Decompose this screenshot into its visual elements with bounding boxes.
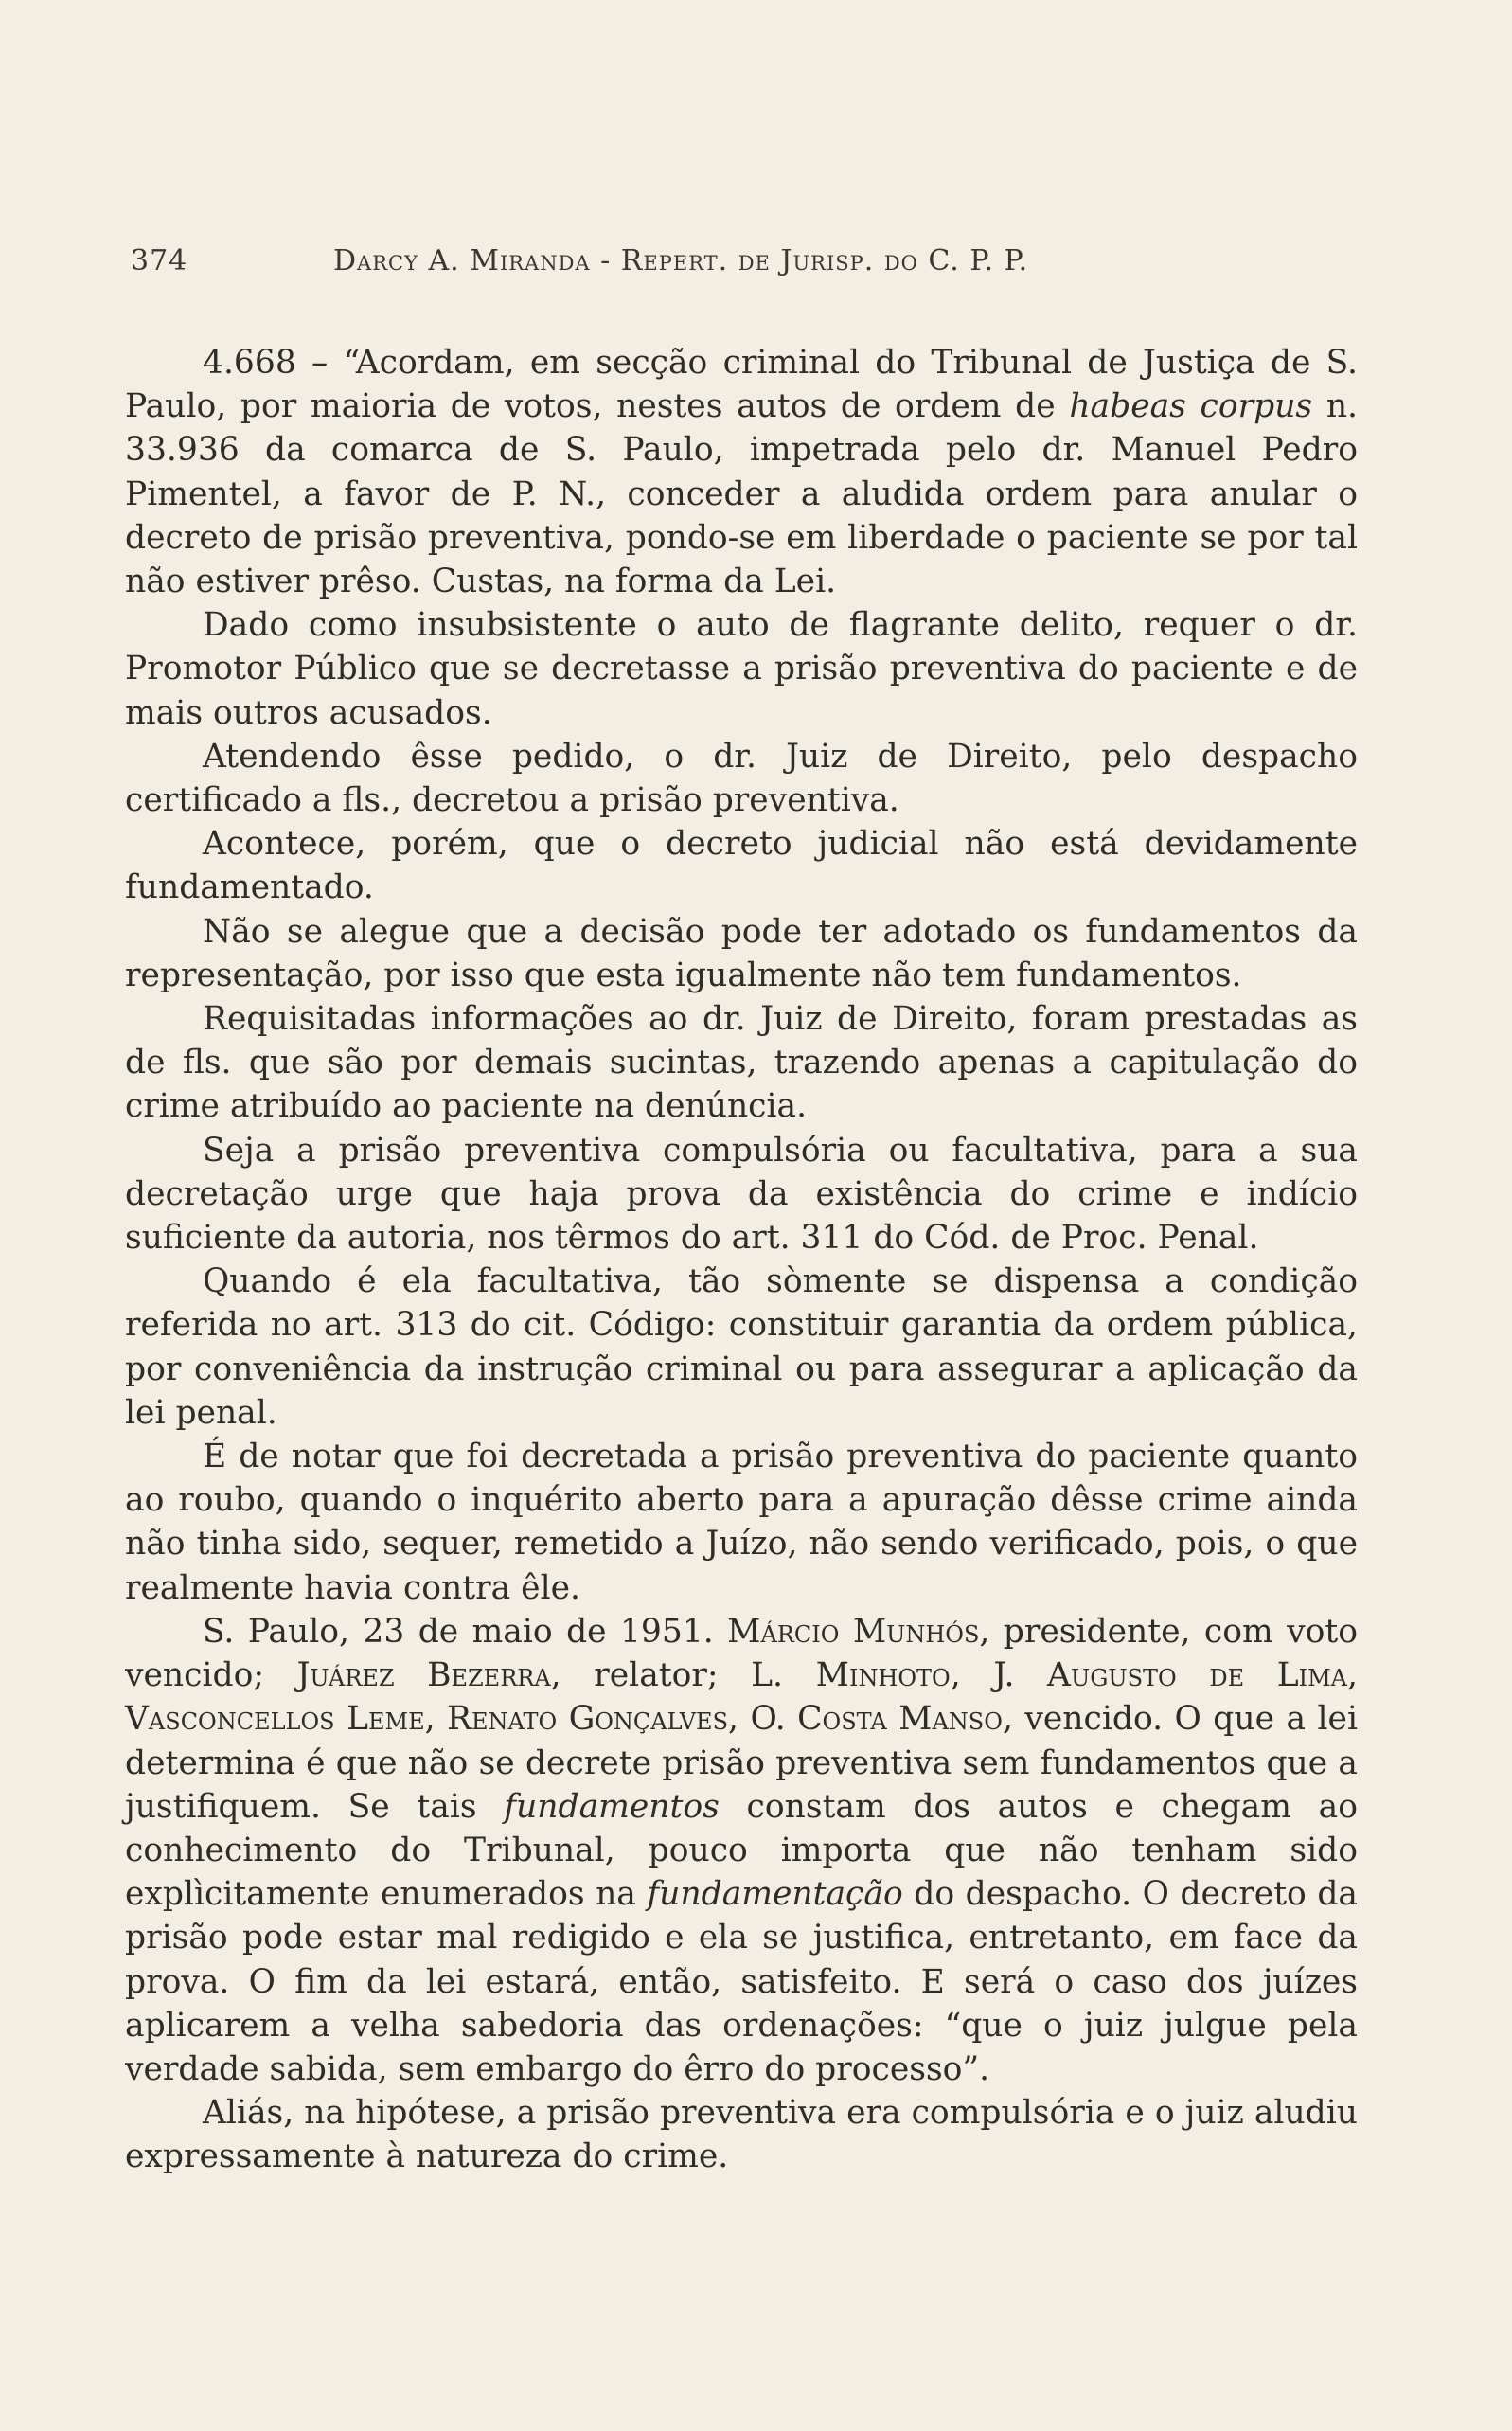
- body-text: [125, 341, 1358, 2179]
- paragraph: Dado como insubsistente o auto de flagrante delito, requer o dr. Promotor Público que se decretasse a prisão preventiva do paciente e de mais outros acusados.: [125, 606, 1358, 732]
- date-line: S. Paulo, 23 de maio de 1951.: [203, 1612, 714, 1651]
- paragraph: Não se alegue que a decisão pode ter adotado os fundamentos da representação, por isso que esta igualmente não tem fundamentos.: [125, 912, 1358, 994]
- paragraph: Requisitadas informações ao dr. Juiz de Direito, foram prestadas as de fls. que são por demais sucintas, trazendo apenas a capitulação do crime atribuído ao paciente na denúncia.: [125, 1000, 1358, 1126]
- paragraph-acordam: 4.668 – “Acordam, em secção criminal do Tribunal de Justiça de S. Paulo, por maioria de votos, nestes autos de ordem de habeas corpus n. 33.936 da comarca de S. Paulo, impetrada pelo dr. Manuel Pedro Pimentel, a favor de P. N., conceder a aludida ordem para anular o decreto de prisão preventiva, pondo-se em liberdade o paciente se por tal não estiver prêso. Custas, na forma da Lei.: [125, 344, 1358, 601]
- page-number: 374: [131, 244, 188, 277]
- running-head: Darcy A. Miranda - Repert. de Jurisp. do C. P. P.: [333, 244, 1029, 277]
- paragraph: Quando é ela facultativa, tão sòmente se dispensa a condição referida no art. 313 do cit. Código: constituir garantia da ordem pública, por conveniência da instrução criminal ou para assegurar a aplicação da lei penal.: [125, 1262, 1358, 1432]
- paragraph: Acontece, porém, que o decreto judicial não está devidamente fundamentado.: [125, 825, 1358, 907]
- judge-names: L. Minhoto, J. Augusto de Lima, Vasconcellos Leme, Renato Gonçalves, O. Costa Manso: [125, 1656, 1358, 1739]
- italic-term: fundamentos: [504, 1787, 720, 1826]
- judge-name: Juárez Bezerra: [296, 1656, 551, 1695]
- judge-name: Márcio Munhós: [727, 1612, 980, 1651]
- page-header: [123, 244, 1354, 286]
- paragraph: Seja a prisão preventiva compulsória ou facultativa, para a sua decretação urge que haja prova da existência do crime e indício suficiente da autoria, nos têrmos do art. 311 do Cód. de Proc. Penal.: [125, 1131, 1358, 1258]
- paragraph: Aliás, na hipótese, a prisão preventiva era compulsória e o juiz aludiu expressamente à natureza do crime.: [125, 2094, 1358, 2176]
- paragraph-signatures: S. Paulo, 23 de maio de 1951. Márcio Munhós, presidente, com voto vencido; Juárez Bezerra, relator; L. Minhoto, J. Augusto de Lima, Vasconcellos Leme, Renato Gonçalves, O. Costa Manso, vencido. O que a lei determina é que não se decrete prisão preventiva sem fundamentos que a justifiquem. Se tais fundamentos constam dos autos e chegam ao conhecimento do Tribunal, pouco importa que não tenham sido explìcitamente enumerados na fundamentação do despacho. O decreto da prisão pode estar mal redigido e ela se justifica, entretanto, em face da prova. O fim da lei estará, então, satisfeito. E será o caso dos juízes aplicarem a velha sabedoria das ordenações: “que o juiz julgue pela verdade sabida, sem embargo do êrro do processo”.: [125, 1612, 1359, 2088]
- italic-term: habeas corpus: [1069, 387, 1313, 426]
- italic-term: fundamentação: [647, 1875, 903, 1914]
- paragraph: Atendendo êsse pedido, o dr. Juiz de Direito, pelo despacho certificado a fls., decretou a prisão preventiva.: [125, 737, 1358, 820]
- paragraph: É de notar que foi decretada a prisão preventiva do paciente quanto ao roubo, quando o inquérito aberto para a apuração dêsse crime ainda não tinha sido, sequer, remetido a Juízo, não sendo verificado, pois, o que realmente havia contra êle.: [125, 1438, 1358, 1607]
